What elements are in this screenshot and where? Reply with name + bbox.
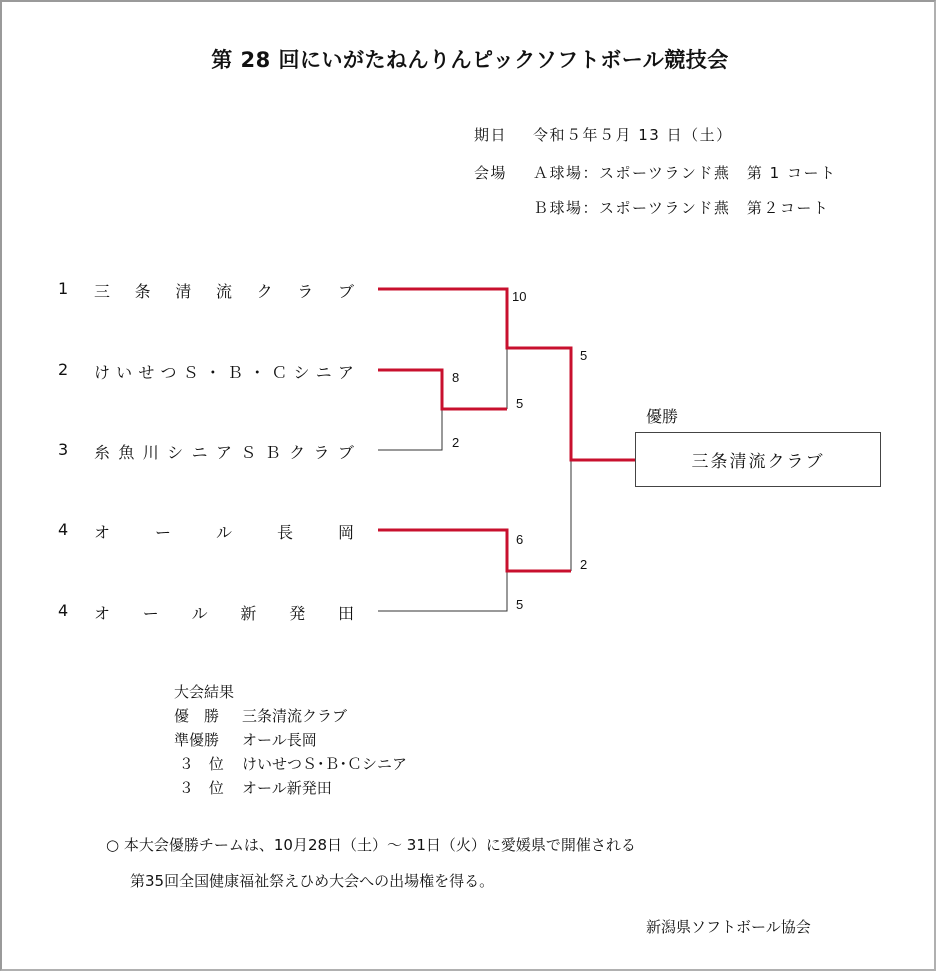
team-seed: 1 xyxy=(58,279,69,298)
score-winner23: 5 xyxy=(516,396,524,411)
champion-name: 三条清流クラブ xyxy=(691,452,825,472)
organizer-name: 新潟県ソフトボール協会 xyxy=(646,918,811,936)
score-team2: 8 xyxy=(452,370,460,385)
team-name-char: オ xyxy=(94,604,111,623)
bracket-winner-lines xyxy=(378,289,635,571)
team-name-char: Ｓ xyxy=(182,363,199,382)
venue-a: Ａ球場：スポーツランド燕 第 1 コート xyxy=(533,164,837,182)
result-rank: ３ 位 xyxy=(174,779,224,797)
team-name-char: つ xyxy=(160,363,177,382)
team-name-char: Ｂ xyxy=(227,363,244,382)
venue-b: Ｂ球場：スポーツランド燕 第２コート xyxy=(533,199,830,217)
team-name-char: Ｓ xyxy=(240,443,257,462)
team-name-char: ー xyxy=(142,604,159,623)
result-team: オール新発田 xyxy=(242,779,332,797)
result-team: オール長岡 xyxy=(242,731,317,749)
result-team: けいせつＳ･Ｂ･Ｃシニア xyxy=(242,755,408,773)
result-row xyxy=(174,704,407,728)
team-name-char: ル xyxy=(215,523,232,542)
notice-line-2: 第35回全国健康福祉祭えひめ大会への出場権を得る。 xyxy=(130,872,495,890)
team-name-char: 川 xyxy=(142,443,159,462)
team-name-char: ラ xyxy=(313,443,330,462)
team-name-char: 岡 xyxy=(337,523,354,542)
team-seed: 3 xyxy=(58,440,69,459)
team-name-char: ニ xyxy=(315,363,332,382)
score-team4a: 6 xyxy=(516,532,524,547)
team-name-char: ク xyxy=(289,443,306,462)
team-name-char: 三 xyxy=(94,282,111,301)
team-name-char: ル xyxy=(191,604,208,623)
team-name-char: 条 xyxy=(134,282,151,301)
team-name-char: ブ xyxy=(337,282,354,301)
score-team1: 10 xyxy=(512,289,527,304)
team-name-char: ク xyxy=(256,282,273,301)
result-rank: 優 勝 xyxy=(174,707,220,725)
team-name-char: ・ xyxy=(204,363,221,382)
champion-label: 優勝 xyxy=(646,407,679,426)
venue-label: 会場 xyxy=(474,164,508,182)
team-name-char: 田 xyxy=(337,604,354,623)
results-section xyxy=(174,680,407,800)
result-row xyxy=(174,776,407,800)
team-name-char: ラ xyxy=(297,282,314,301)
score-team3: 2 xyxy=(452,435,460,450)
team-name-char: 魚 xyxy=(118,443,135,462)
result-row xyxy=(174,752,407,776)
champion-box xyxy=(635,432,881,487)
team-name-char: ア xyxy=(337,363,354,382)
team-name-char: シ xyxy=(293,363,310,382)
team-name-char: 流 xyxy=(215,282,232,301)
team-name-char: Ｂ xyxy=(264,443,281,462)
team-seed: 2 xyxy=(58,360,69,379)
team-name-char: 長 xyxy=(276,523,293,542)
team-name-char: ー xyxy=(154,523,171,542)
score-top-final: 5 xyxy=(580,348,588,363)
team-name-char: ア xyxy=(215,443,232,462)
page-title: 第 28 回にいがたねんりんピックソフトボール競技会 xyxy=(211,48,729,72)
result-rank: ３ 位 xyxy=(174,755,224,773)
team-name-char: オ xyxy=(94,523,111,542)
notice-line-1: ○ 本大会優勝チームは、10月28日（土）～ 31日（火）に愛媛県で開催される xyxy=(106,836,636,854)
team-name-char: 新 xyxy=(240,604,257,623)
team-name-char: け xyxy=(94,363,111,382)
team-name-char: 糸 xyxy=(94,443,111,462)
result-team: 三条清流クラブ xyxy=(242,707,348,725)
team-name-char: ニ xyxy=(191,443,208,462)
result-rank: 準優勝 xyxy=(174,731,220,749)
team-name-char: Ｃ xyxy=(271,363,288,382)
team-name-char: ブ xyxy=(337,443,354,462)
score-team4b: 5 xyxy=(516,597,524,612)
team-name-char: シ xyxy=(167,443,184,462)
team-name-char: せ xyxy=(138,363,155,382)
team-seed: 4 xyxy=(58,601,69,620)
team-name-char: ・ xyxy=(249,363,266,382)
team-seed: 4 xyxy=(58,520,69,539)
team-name-char: い xyxy=(116,363,133,382)
team-name-char: 清 xyxy=(175,282,192,301)
results-heading: 大会結果 xyxy=(174,683,235,701)
score-bottom-final: 2 xyxy=(580,557,588,572)
date-label: 期日 xyxy=(474,126,508,144)
date-value: 令和５年５月 13 日（土） xyxy=(533,126,733,144)
team-name-char: 発 xyxy=(289,604,306,623)
result-row xyxy=(174,728,407,752)
